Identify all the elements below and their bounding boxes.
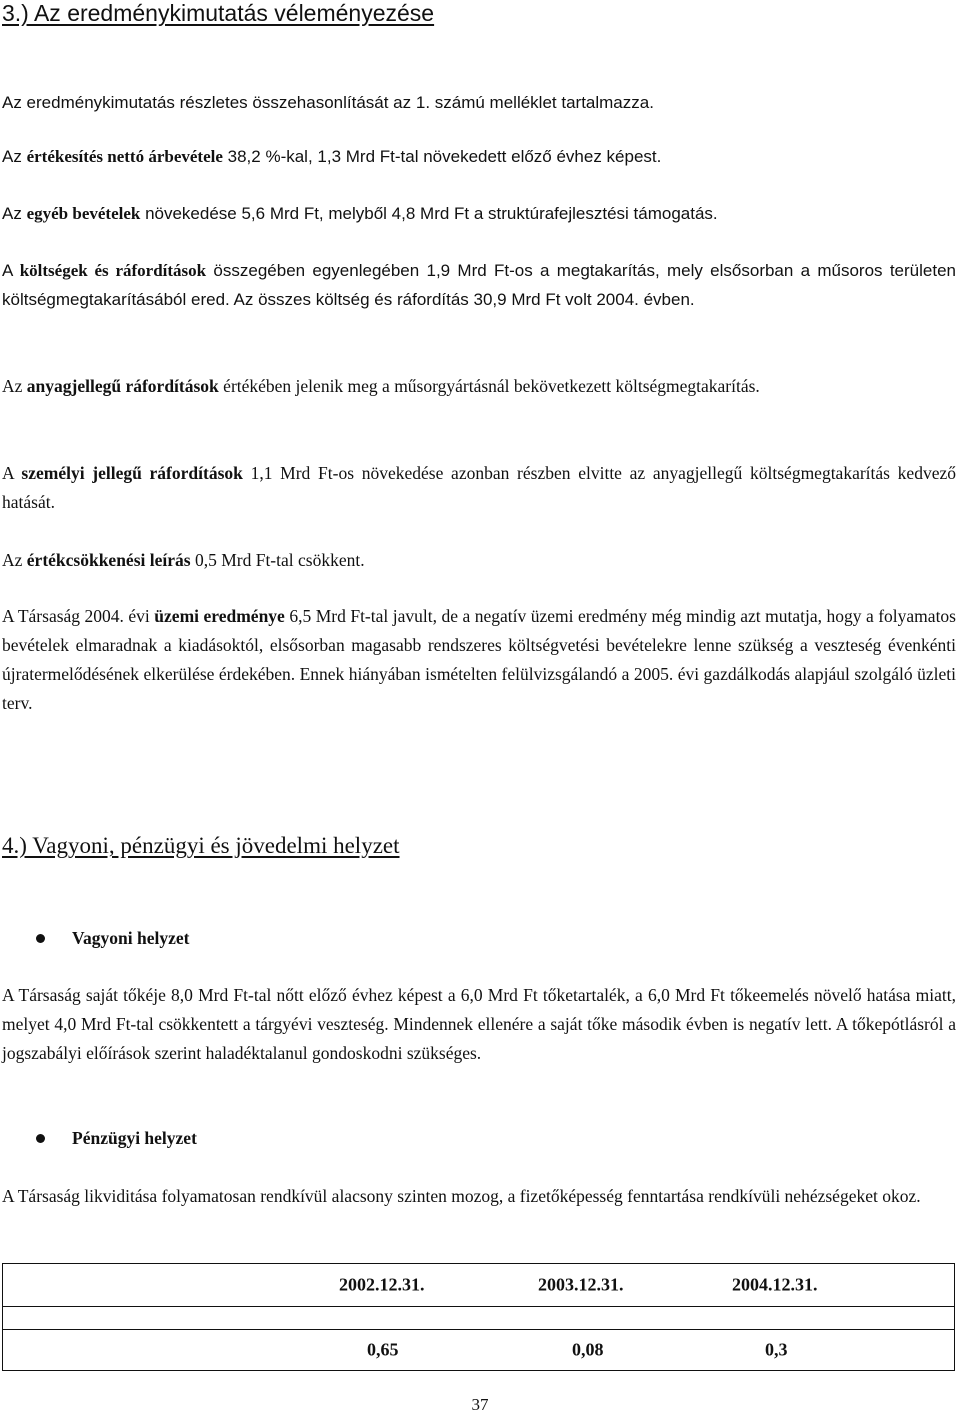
bold-term: értékcsökkenési leírás: [26, 550, 191, 570]
header-cell: 2002.12.31.: [339, 1274, 425, 1295]
bold-term: költségek és ráfordítások: [19, 261, 207, 280]
material-costs-paragraph: [2, 372, 956, 401]
page-number: 37: [471, 1395, 489, 1414]
text-run: Az: [2, 550, 27, 570]
table-row: [3, 1307, 955, 1330]
bullet-dot-icon: [36, 934, 45, 943]
table-row: [3, 1330, 955, 1371]
operating-result-paragraph: [2, 602, 956, 718]
text-run: Az: [2, 147, 27, 166]
text-run: A Társaság 2004. évi: [2, 606, 155, 626]
assets-paragraph: A Társaság saját tőkéje 8,0 Mrd Ft-tal nőtt előző évhez képest a 6,0 Mrd Ft tőketartalék, a 6,0 Mrd Ft tőkeemelés növelő hatása miatt, melyet 4,0 Mrd Ft-tal csökkentett a tárgyévi veszteség. Mindennek ellenére a saját tőke második évben is negatív lett. A tőkepótlásról a jogszabályi előírások szerint haladéktalanul gondoskodni szükséges.: [2, 985, 956, 1063]
section-4-title: 4.) Vagyoni, pénzügyi és jövedelmi helyzet: [2, 833, 400, 858]
value-cell: 0,08: [572, 1339, 604, 1360]
liquidity-table: [2, 1263, 955, 1371]
intro-paragraph: Az eredménykimutatás részletes összehasonlítását az 1. számú melléklet tartalmazza.: [2, 93, 654, 112]
text-run: A: [2, 463, 22, 483]
text-run: 6,5 Mrd Ft-tal javult, de a negatív üzemi eredmény még mindig azt mutatja, hogy a folyamatos bevételek elmaradnak a kiadásoktól, elsősorban magasabb rendszeres költségvetési bevételekre lenne szükség a veszteség évenkénti újratermelődésének elkerülése érdekében. Ennek hiányában ismételten felülvizsgálandó a 2005. évi gazdálkodás alapjául szolgáló üzleti terv.: [2, 606, 956, 713]
bold-term: egyéb bevételek: [26, 204, 141, 223]
bullet-item: [0, 924, 956, 953]
table-cell: [3, 1330, 955, 1371]
text-run: 38,2 %-kal, 1,3 Mrd Ft-tal növekedett előző évhez képest.: [222, 147, 662, 166]
financial-paragraph: A Társaság likviditása folyamatosan rendkívül alacsony szinten mozog, a fizetőképesség fenntartása rendkívüli nehézségeket okoz.: [2, 1186, 921, 1206]
value-cell: 0,65: [367, 1339, 399, 1360]
table-cell-content: [3, 1264, 954, 1306]
value-cell: 0,3: [765, 1339, 788, 1360]
text-run: összegében egyenlegében 1,9 Mrd Ft-os a megtakarítás, mely elsősorban a műsoros területen költségmegtakarításából ered. Az összes költség és ráfordítás 30,9 Mrd Ft volt 2004. évben.: [2, 261, 956, 309]
costs-paragraph: [2, 256, 956, 314]
table-cell: [3, 1264, 955, 1307]
header-cell: 2003.12.31.: [538, 1274, 624, 1295]
bold-term: személyi jellegű ráfordítások: [21, 463, 243, 483]
bullet-item: [0, 1124, 956, 1153]
text-run: értékében jelenik meg a műsorgyártásnál bekövetkezett költségmegtakarítás.: [218, 376, 760, 396]
table-row: [3, 1264, 955, 1307]
text-run: Az: [2, 204, 27, 223]
text-run: 1,1 Mrd Ft-os növekedése azonban részben elvitte az anyagjellegű költségmegtakarítás kedvező hatását.: [2, 463, 956, 512]
depreciation-paragraph: [2, 546, 956, 575]
header-cell: 2004.12.31.: [732, 1274, 818, 1295]
table-cell-content: [3, 1330, 954, 1370]
table-cell: [3, 1307, 955, 1330]
bold-term: értékesítés nettó árbevétele: [26, 147, 223, 166]
revenue-paragraph: [2, 142, 956, 171]
bullet-dot-icon: [36, 1134, 45, 1143]
text-run: 0,5 Mrd Ft-tal csökkent.: [190, 550, 365, 570]
other-income-paragraph: [2, 199, 956, 228]
text-run: A: [2, 261, 20, 280]
text-run: Az: [2, 376, 27, 396]
text-run: növekedése 5,6 Mrd Ft, melyből 4,8 Mrd Ft a struktúrafejlesztési támogatás.: [140, 204, 718, 223]
bullet-label: Pénzügyi helyzet: [72, 1128, 197, 1148]
section-3-title: 3.) Az eredménykimutatás véleményezése: [2, 0, 435, 26]
bullet-label: Vagyoni helyzet: [72, 928, 190, 948]
bold-term: üzemi eredménye: [154, 606, 285, 626]
personnel-costs-paragraph: [2, 459, 956, 517]
bold-term: anyagjellegű ráfordítások: [26, 376, 219, 396]
